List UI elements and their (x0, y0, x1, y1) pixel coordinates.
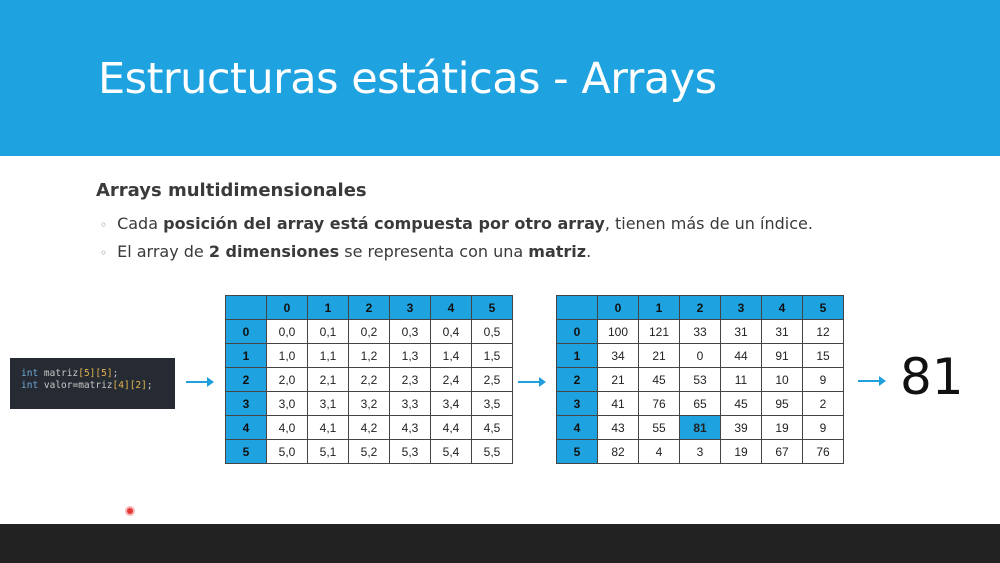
table-cell: 0,0 (267, 320, 308, 344)
table-cell: 45 (639, 368, 680, 392)
column-header: 3 (721, 296, 762, 320)
table-cell: 67 (762, 440, 803, 464)
row-header: 5 (557, 440, 598, 464)
table-cell: 5,2 (349, 440, 390, 464)
table-cell: 0,1 (308, 320, 349, 344)
table-cell: 2,5 (472, 368, 513, 392)
table-cell: 21 (639, 344, 680, 368)
table-cell: 121 (639, 320, 680, 344)
table-cell: 91 (762, 344, 803, 368)
table-cell: 0,5 (472, 320, 513, 344)
table-cell: 5,4 (431, 440, 472, 464)
table-cell: 19 (762, 416, 803, 440)
table-cell: 2,1 (308, 368, 349, 392)
corner-cell (557, 296, 598, 320)
result-value: 81 (900, 348, 964, 406)
table-cell: 2,4 (431, 368, 472, 392)
table-cell: 2,2 (349, 368, 390, 392)
table-row (557, 344, 844, 368)
bullet-list (100, 210, 813, 266)
index-matrix-table (225, 295, 513, 464)
table-row (226, 440, 513, 464)
table-cell: 0,2 (349, 320, 390, 344)
column-header: 5 (472, 296, 513, 320)
row-header: 0 (226, 320, 267, 344)
right-arrow-icon (518, 381, 544, 383)
table-cell: 100 (598, 320, 639, 344)
table-cell: 11 (721, 368, 762, 392)
table-cell: 9 (803, 368, 844, 392)
table-cell: 5,5 (472, 440, 513, 464)
row-header: 1 (557, 344, 598, 368)
table-cell: 5,0 (267, 440, 308, 464)
table-cell: 3,3 (390, 392, 431, 416)
laser-pointer-icon (127, 508, 133, 514)
table-cell: 31 (721, 320, 762, 344)
table-cell: 19 (721, 440, 762, 464)
table-cell: 1,0 (267, 344, 308, 368)
table-cell: 3,2 (349, 392, 390, 416)
table-cell: 4 (639, 440, 680, 464)
column-header: 4 (762, 296, 803, 320)
table-cell: 1,4 (431, 344, 472, 368)
table-cell: 10 (762, 368, 803, 392)
table-cell: 39 (721, 416, 762, 440)
column-header: 0 (598, 296, 639, 320)
table-cell: 4,3 (390, 416, 431, 440)
column-header: 0 (267, 296, 308, 320)
row-header: 3 (557, 392, 598, 416)
row-header: 1 (226, 344, 267, 368)
table-cell: 31 (762, 320, 803, 344)
table-cell: 76 (803, 440, 844, 464)
table-row (226, 392, 513, 416)
corner-cell (226, 296, 267, 320)
table-row (557, 416, 844, 440)
table-cell: 9 (803, 416, 844, 440)
right-arrow-icon (186, 381, 212, 383)
table-cell: 21 (598, 368, 639, 392)
column-header: 2 (680, 296, 721, 320)
table-row (557, 440, 844, 464)
bullet-item (100, 238, 813, 266)
header-row (226, 296, 513, 320)
table-cell: 3,5 (472, 392, 513, 416)
table-cell: 1,3 (390, 344, 431, 368)
table-cell: 55 (639, 416, 680, 440)
table-cell: 3,0 (267, 392, 308, 416)
bullet-text: Cada (117, 214, 164, 233)
table-cell: 44 (721, 344, 762, 368)
row-header: 2 (226, 368, 267, 392)
code-line: int matriz[5][5]; (21, 368, 119, 379)
title-banner (0, 0, 1000, 156)
table-cell: 65 (680, 392, 721, 416)
table-row (226, 344, 513, 368)
table-cell: 3 (680, 440, 721, 464)
table-cell: 53 (680, 368, 721, 392)
section-subtitle: Arrays multidimensionales (96, 180, 367, 201)
row-header: 0 (557, 320, 598, 344)
table-cell: 76 (639, 392, 680, 416)
column-header: 2 (349, 296, 390, 320)
bullet-text: El array de (117, 242, 209, 261)
table-row (557, 368, 844, 392)
table-cell: 1,5 (472, 344, 513, 368)
table-cell: 45 (721, 392, 762, 416)
table-cell: 4,5 (472, 416, 513, 440)
bullet-icon: ◦ (100, 218, 108, 232)
bullet-bold-text: 2 dimensiones (208, 242, 340, 261)
table-cell: 95 (762, 392, 803, 416)
footer-bar (0, 524, 1000, 563)
table-row (226, 320, 513, 344)
bullet-text: , tienen más de un índice. (604, 214, 813, 233)
table-cell: 5,3 (390, 440, 431, 464)
code-snippet (10, 358, 175, 409)
row-header: 3 (226, 392, 267, 416)
row-header: 4 (226, 416, 267, 440)
header-row (557, 296, 844, 320)
column-header: 1 (308, 296, 349, 320)
table-row (557, 320, 844, 344)
table-cell: 2,0 (267, 368, 308, 392)
table-cell: 41 (598, 392, 639, 416)
table-cell: 4,2 (349, 416, 390, 440)
column-header: 4 (431, 296, 472, 320)
right-arrow-icon (858, 380, 884, 382)
table-cell: 1,1 (308, 344, 349, 368)
row-header: 4 (557, 416, 598, 440)
table-cell: 2,3 (390, 368, 431, 392)
table-cell: 4,4 (431, 416, 472, 440)
row-header: 2 (557, 368, 598, 392)
slide-title: Estructuras estáticas - Arrays (98, 54, 717, 104)
bullet-bold-text: matriz (528, 242, 587, 261)
table-cell: 33 (680, 320, 721, 344)
table-cell: 4,0 (267, 416, 308, 440)
table-cell: 43 (598, 416, 639, 440)
row-header: 5 (226, 440, 267, 464)
table-cell: 0,3 (390, 320, 431, 344)
table-cell: 34 (598, 344, 639, 368)
table-cell: 3,4 (431, 392, 472, 416)
table-cell: 12 (803, 320, 844, 344)
column-header: 5 (803, 296, 844, 320)
table-cell: 2 (803, 392, 844, 416)
highlighted-cell: 81 (680, 416, 721, 440)
table-cell: 4,1 (308, 416, 349, 440)
column-header: 1 (639, 296, 680, 320)
table-cell: 0,4 (431, 320, 472, 344)
table-row (226, 368, 513, 392)
bullet-item (100, 210, 813, 238)
table-cell: 82 (598, 440, 639, 464)
table-row (557, 392, 844, 416)
value-matrix-table (556, 295, 844, 464)
bullet-bold-text: posición del array está compuesta por otro array (163, 214, 605, 233)
table-cell: 5,1 (308, 440, 349, 464)
bullet-text: . (586, 242, 592, 261)
bullet-text: se representa con una (339, 242, 529, 261)
table-cell: 15 (803, 344, 844, 368)
bullet-icon: ◦ (100, 246, 108, 260)
column-header: 3 (390, 296, 431, 320)
code-line: int valor=matriz[4][2]; (21, 380, 153, 391)
table-cell: 1,2 (349, 344, 390, 368)
table-row (226, 416, 513, 440)
table-cell: 0 (680, 344, 721, 368)
table-cell: 3,1 (308, 392, 349, 416)
